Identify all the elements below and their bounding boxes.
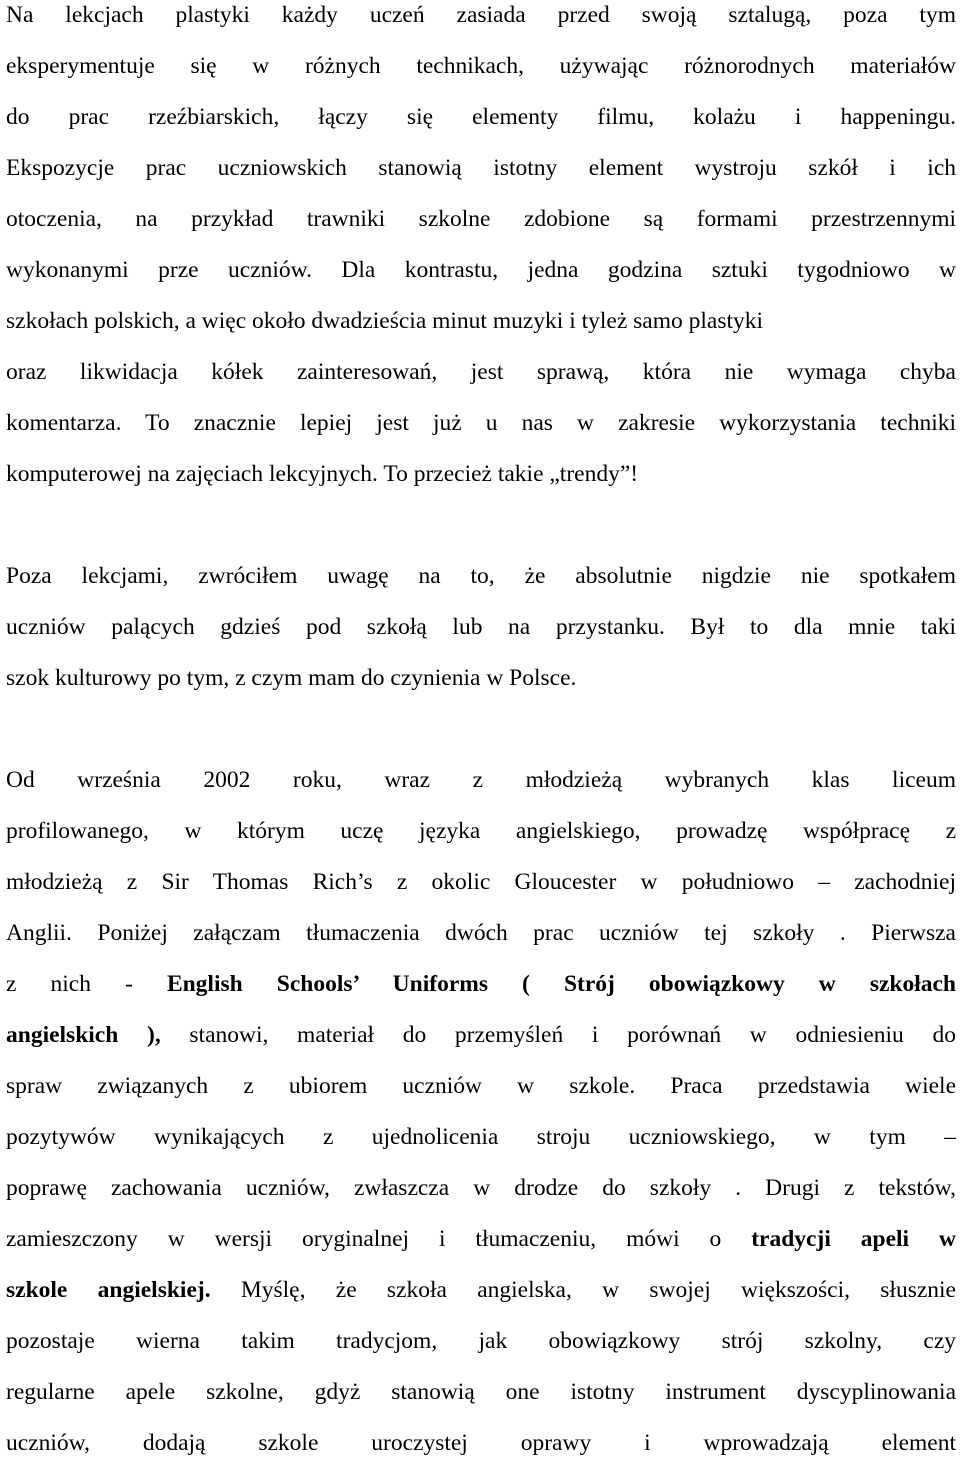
bold-title-uniforms-end: angielskich ), bbox=[6, 1022, 161, 1048]
text-line: oraz likwidacja kółek zainteresowań, jest sprawą, która nie wymaga chyba bbox=[6, 359, 956, 385]
text-line: pozostaje wierna takim tradycjom, jak obowiązkowy strój szkolny, czy bbox=[6, 1328, 956, 1354]
text-line bbox=[6, 1021, 956, 1072]
paragraph-gap bbox=[6, 511, 956, 562]
text-run: Myślę, że szkoła angielska, w swojej większości, słusznie bbox=[210, 1277, 956, 1303]
paragraph-smoking bbox=[6, 562, 956, 715]
text-line: Anglii. Poniżej załączam tłumaczenia dwóch prac uczniów tej szkoły . Pierwsza bbox=[6, 920, 956, 946]
text-line: szok kulturowy po tym, z czym mam do czynienia w Polsce. bbox=[6, 665, 577, 691]
bold-title-assemblies-end: szkole angielskiej. bbox=[6, 1277, 211, 1303]
text-line: uczniów, dodają szkole uroczystej oprawy i wprowadzają element bbox=[6, 1430, 956, 1456]
text-line: poprawę zachowania uczniów, zwłaszcza w drodze do szkoły . Drugi z tekstów, bbox=[6, 1175, 956, 1201]
text-line: komputerowej na zajęciach lekcyjnych. To przecież takie „trendy”! bbox=[6, 461, 639, 487]
text-line: spraw związanych z ubiorem uczniów w szkole. Praca przedstawia wiele bbox=[6, 1073, 956, 1099]
text-line: otoczenia, na przykład trawniki szkolne zdobione są formami przestrzennymi bbox=[6, 206, 956, 232]
text-line: do prac rzeźbiarskich, łączy się elementy filmu, kolażu i happeningu. bbox=[6, 104, 956, 130]
text-line: komentarza. To znacznie lepiej jest już u nas w zakresie wykorzystania techniki bbox=[6, 410, 956, 436]
text-run: zamieszczony w wersji oryginalnej i tłumaczeniu, mówi o bbox=[6, 1226, 752, 1252]
text-line bbox=[6, 1225, 956, 1276]
text-line: pozytywów wynikających z ujednolicenia stroju uczniowskiego, w tym – bbox=[6, 1124, 956, 1150]
text-line: wykonanymi prze uczniów. Dla kontrastu, jedna godzina sztuki tygodniowo w bbox=[6, 257, 956, 283]
document-page bbox=[6, 0, 956, 1480]
paragraph-gap bbox=[6, 715, 956, 766]
text-line: młodzieżą z Sir Thomas Rich’s z okolic Gloucester w południowo – zachodniej bbox=[6, 869, 956, 895]
text-line bbox=[6, 1276, 956, 1327]
text-run: z nich - bbox=[6, 971, 167, 997]
text-line: Na lekcjach plastyki każdy uczeń zasiada przed swoją sztalugą, poza tym bbox=[6, 2, 956, 28]
text-line: profilowanego, w którym uczę języka angielskiego, prowadzę współpracę z bbox=[6, 818, 956, 844]
bold-title-assemblies: tradycji apeli w bbox=[751, 1226, 956, 1252]
paragraph-art-lessons bbox=[6, 0, 956, 511]
text-run: stanowi, materiał do przemyśleń i porównań w odniesieniu do bbox=[160, 1022, 956, 1048]
text-line: Ekspozycje prac uczniowskich stanowią istotny element wystroju szkół i ich bbox=[6, 155, 956, 181]
bold-title-uniforms: English Schools’ Uniforms ( Strój obowiązkowy w szkołach bbox=[166, 971, 956, 997]
text-line: eksperymentuje się w różnych technikach, używając różnorodnych materiałów bbox=[6, 53, 956, 79]
text-line bbox=[6, 970, 956, 1021]
text-line: Poza lekcjami, zwróciłem uwagę na to, że absolutnie nigdzie nie spotkałem bbox=[6, 563, 956, 589]
text-line: regularne apele szkolne, gdyż stanowią one istotny instrument dyscyplinowania bbox=[6, 1379, 956, 1405]
text-line: uczniów palących gdzieś pod szkołą lub na przystanku. Był to dla mnie taki bbox=[6, 614, 956, 640]
text-line: szkołach polskich, a więc około dwadzieścia minut muzyki i tyleż samo plastyki bbox=[6, 308, 764, 334]
paragraph-cooperation bbox=[6, 766, 956, 1480]
text-line: Od września 2002 roku, wraz z młodzieżą wybranych klas liceum bbox=[6, 767, 956, 793]
